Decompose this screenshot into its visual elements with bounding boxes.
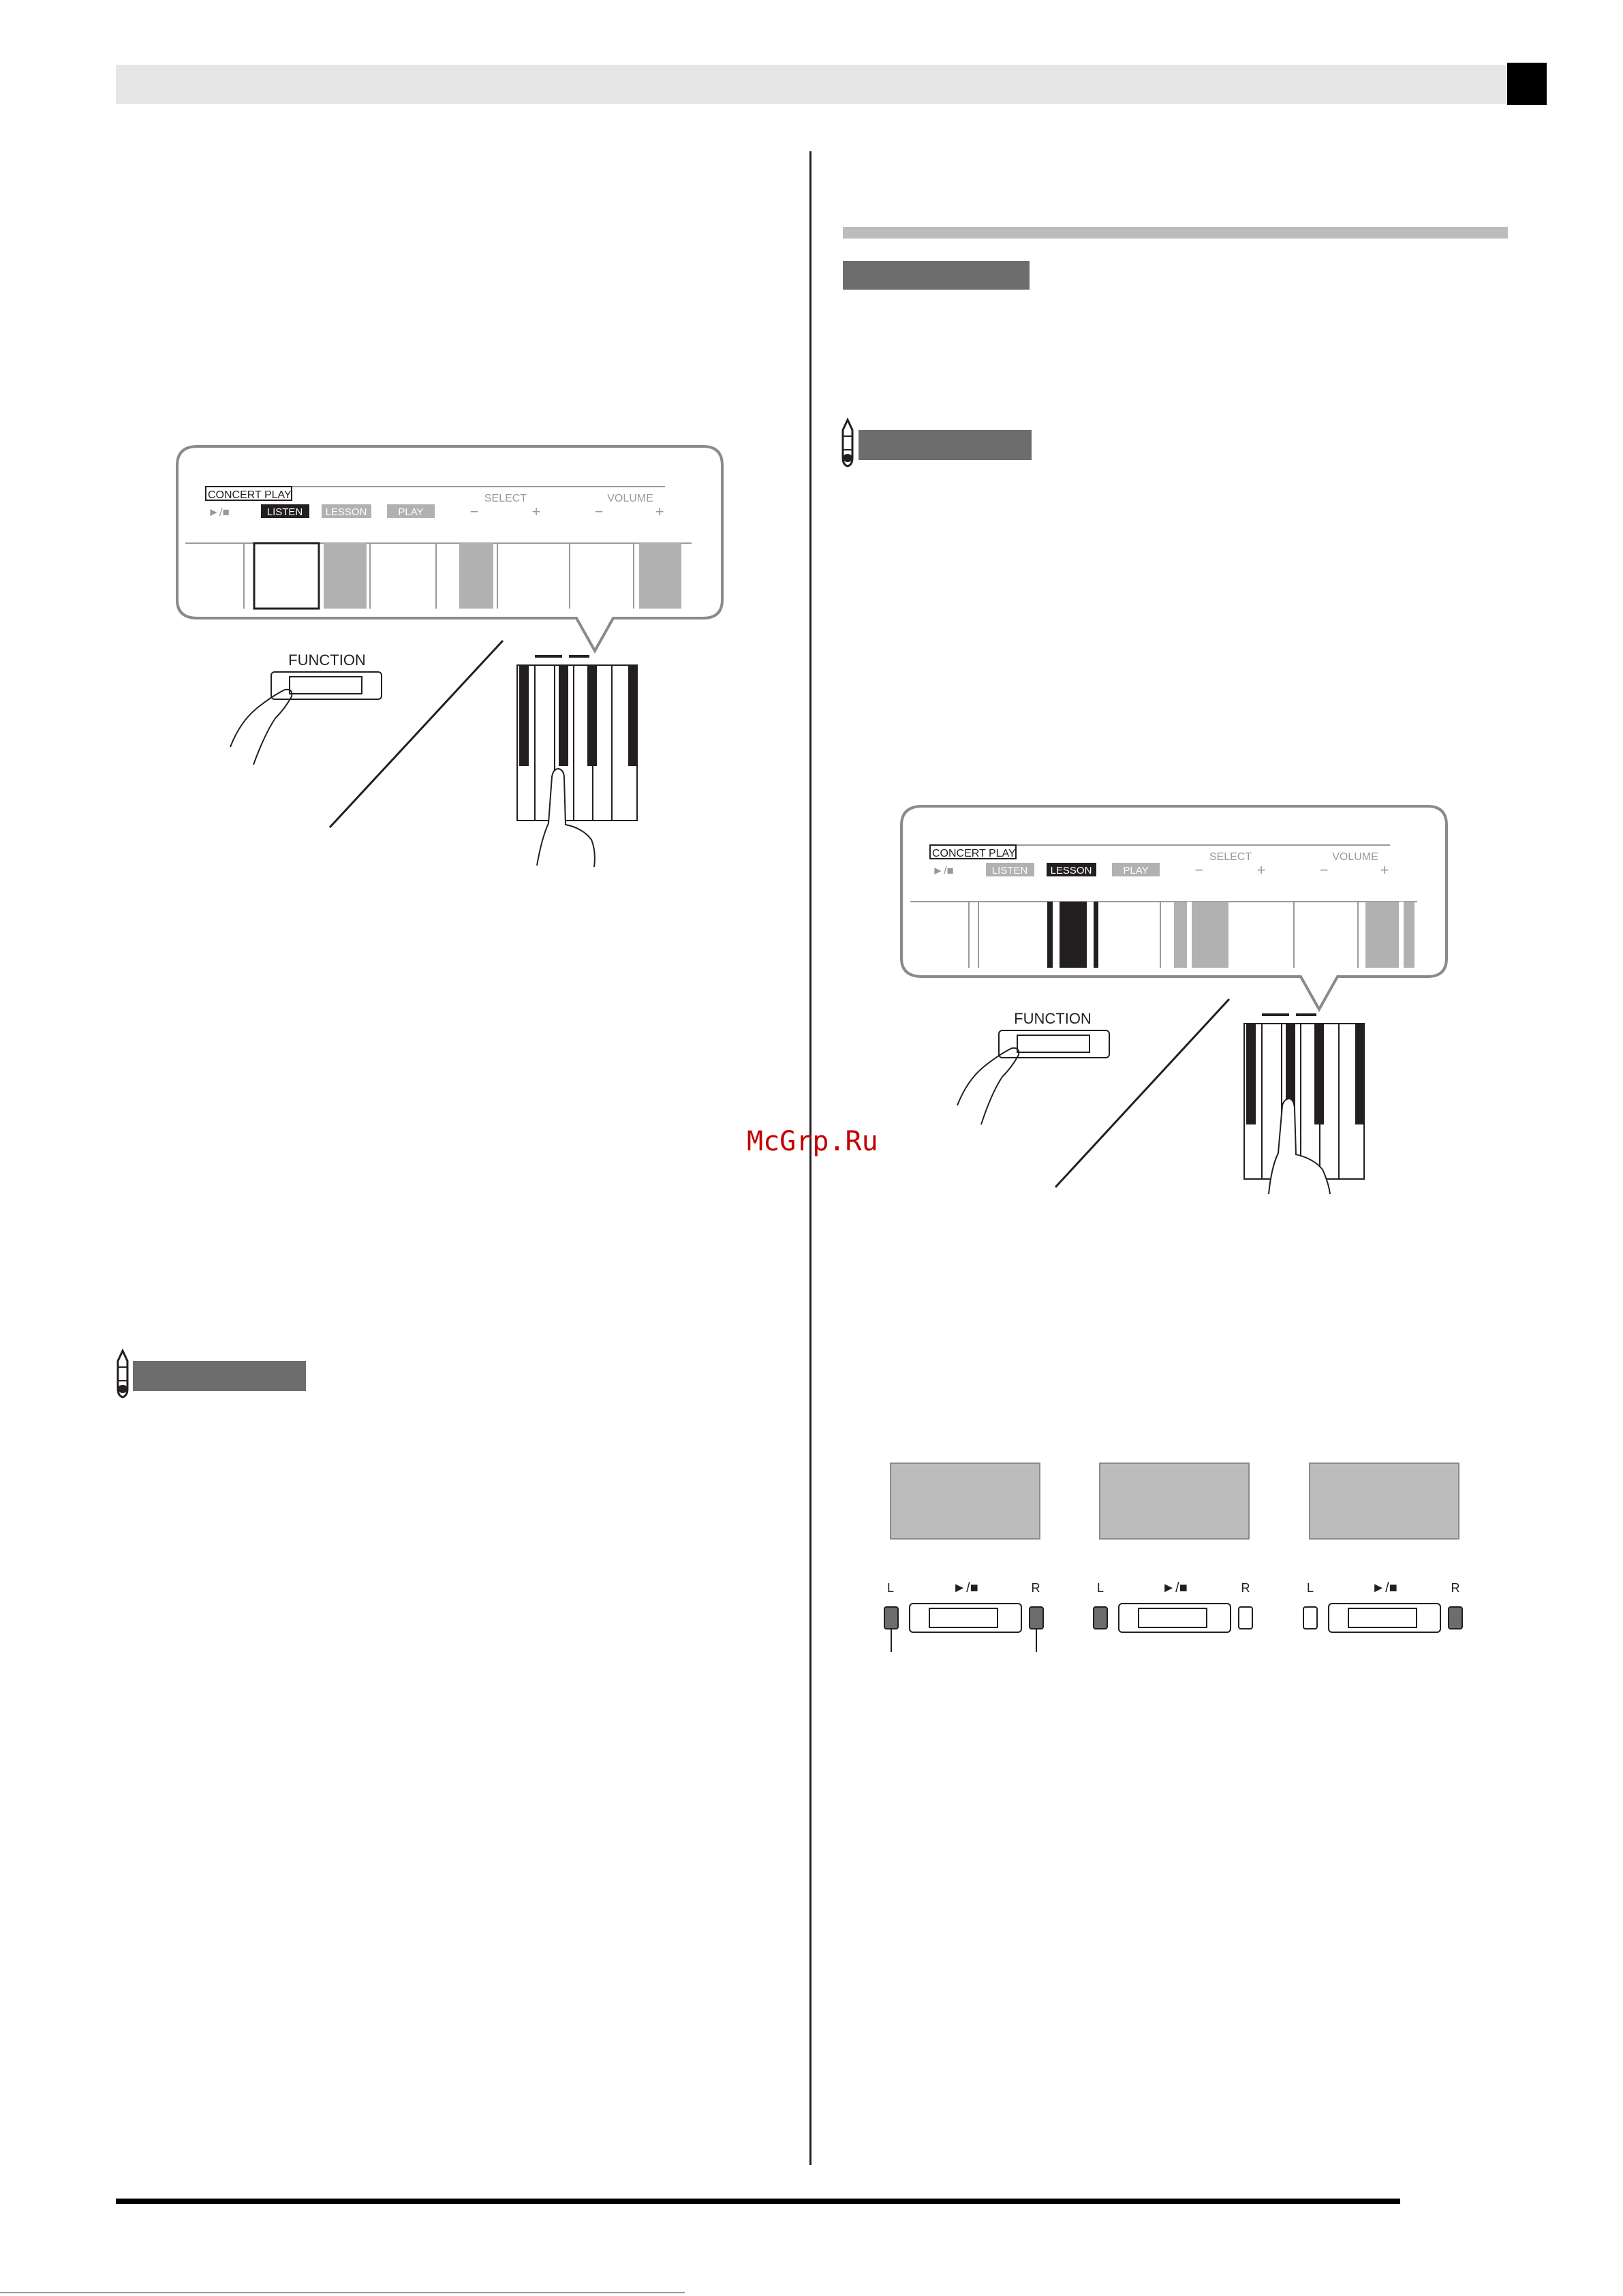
pencil-icon [843,420,852,466]
lesson-label: LESSON [1050,865,1092,876]
listen-illustration [177,446,722,867]
left-indicator-on [884,1607,898,1629]
lr-panel-both [884,1463,1043,1652]
select-label: SELECT [484,493,527,504]
lr-play-stop-label: ►/■ [1372,1580,1397,1595]
lr-panel-left [1094,1463,1252,1632]
volume-minus: − [594,503,604,520]
listen-key-highlight [254,543,319,609]
select-plus: + [1256,861,1266,878]
select-label: SELECT [1209,851,1252,863]
lr-play-stop-label: ►/■ [1162,1580,1188,1595]
left-indicator-on [1094,1607,1107,1629]
play-stop-label: ►/■ [208,506,230,519]
concert-play-label: CONCERT PLAY [208,489,292,501]
display-screen [891,1463,1040,1539]
select-minus: − [1194,861,1204,878]
volume-label: VOLUME [607,493,653,504]
play-stop-label: ►/■ [932,864,954,877]
lr-play-stop-label: ►/■ [953,1580,978,1595]
volume-plus: + [655,503,664,520]
volume-minus: − [1319,861,1329,878]
function-label: FUNCTION [1014,1010,1092,1027]
left-indicator-off [1303,1607,1317,1629]
watermark: McGrp.Ru [747,1126,878,1157]
listen-label: LISTEN [991,865,1028,876]
play-label: PLAY [398,506,424,518]
select-minus: − [469,503,479,520]
right-indicator-on [1030,1607,1043,1629]
lr-right-label: R [1451,1581,1460,1595]
function-label: FUNCTION [288,652,366,669]
lr-panel-right [1303,1463,1462,1632]
lr-left-label: L [1306,1581,1314,1595]
listen-label: LISTEN [266,506,303,518]
play-label: PLAY [1123,865,1149,876]
lr-left-label: L [1096,1581,1104,1595]
lr-right-label: R [1031,1581,1040,1595]
select-plus: + [531,503,541,520]
right-indicator-off [1239,1607,1252,1629]
lr-left-label: L [886,1581,895,1595]
lesson-label: LESSON [325,506,367,518]
volume-label: VOLUME [1332,851,1378,863]
concert-play-label: CONCERT PLAY [932,848,1016,859]
display-screen [1100,1463,1249,1539]
display-screen [1310,1463,1459,1539]
volume-plus: + [1380,861,1389,878]
lr-right-label: R [1241,1581,1250,1595]
pencil-icon [118,1351,127,1397]
lesson-illustration [901,806,1447,1194]
right-indicator-on [1449,1607,1462,1629]
